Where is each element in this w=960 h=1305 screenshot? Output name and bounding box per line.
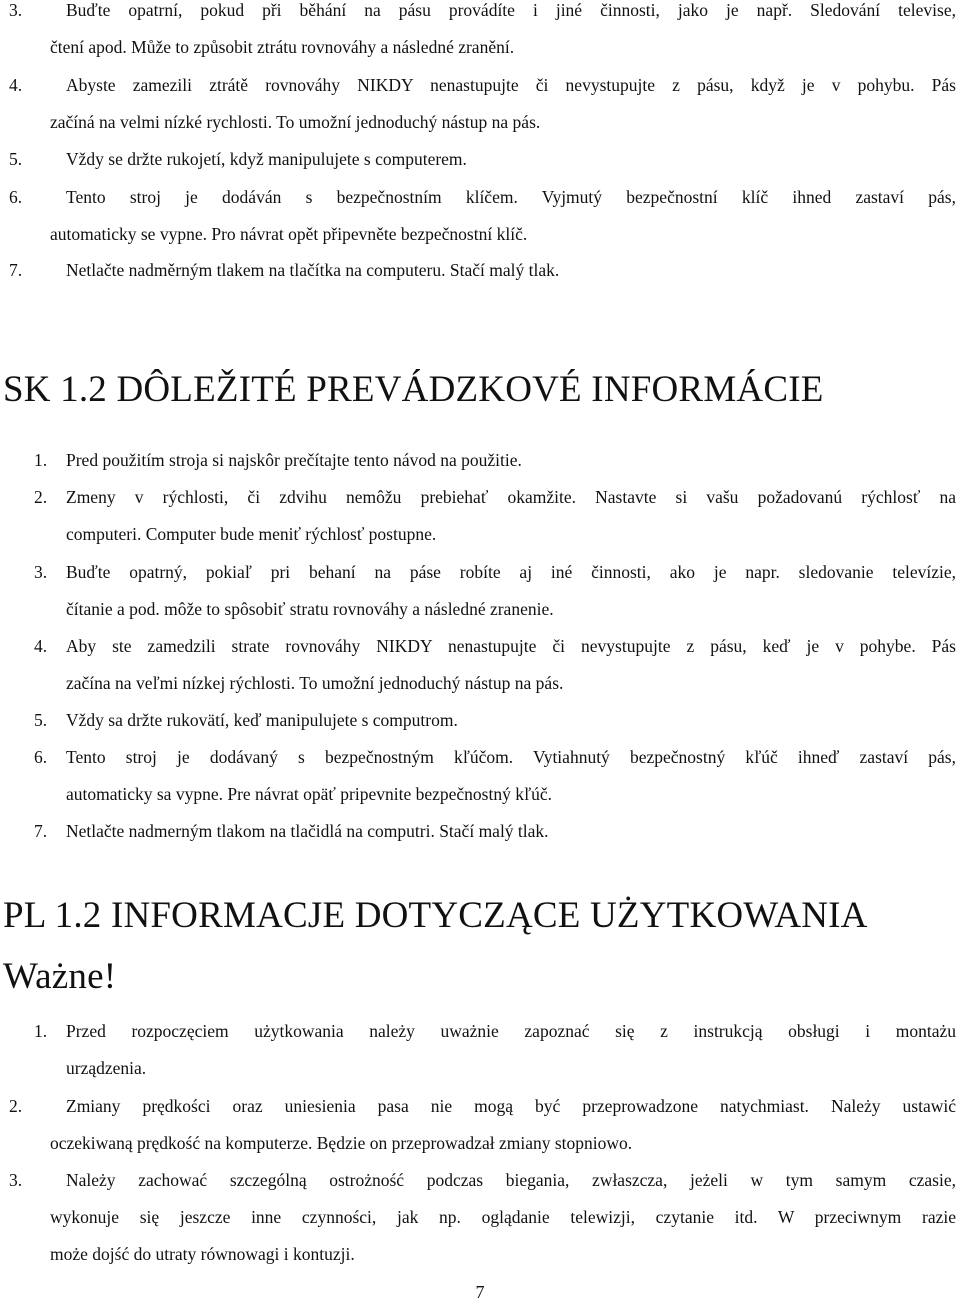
item-line: Przed rozpoczęciem użytkowania należy uważnie zapoznać się z instrukcją obsługi i montażu [66, 1021, 956, 1041]
item-number: 7. [34, 821, 48, 841]
item-number: 4. [34, 636, 48, 656]
item-number: 2. [9, 1096, 23, 1116]
item-number: 4. [9, 75, 23, 95]
pl-subheading: Ważne! [3, 956, 117, 997]
item-line: computeri. Computer bude meniť rýchlosť postupne. [66, 524, 437, 544]
item-line: Netlačte nadměrným tlakem na tlačítka na computeru. Stačí malý tlak. [66, 260, 560, 280]
item-line: Należy zachować szczególną ostrożność podczas biegania, zwłaszcza, jeżeli w tym samym czasie, [66, 1170, 956, 1190]
item-line: Vždy sa držte rukovätí, keď manipulujete s computrom. [66, 710, 458, 730]
item-number: 5. [34, 710, 48, 730]
item-line: Zmeny v rýchlosti, či zdvihu nemôžu prebiehať okamžite. Nastavte si vašu požadovanú rýchlosť na [66, 487, 956, 507]
item-number: 6. [9, 187, 23, 207]
item-line: wykonuje się jeszcze inne czynności, jak np. oglądanie telewizji, czytanie itd. W przeciwnym razie [50, 1207, 956, 1227]
page-number: 7 [475, 1282, 485, 1302]
item-number: 3. [9, 0, 23, 20]
item-line: oczekiwaną prędkość na komputerze. Będzie on przeprowadzał zmiany stopniowo. [50, 1133, 633, 1153]
item-line: čtení apod. Může to způsobit ztrátu rovnováhy a následné zranění. [50, 37, 515, 57]
item-line: może dojść do utraty równowagi i kontuzji. [50, 1244, 355, 1264]
item-line: Abyste zamezili ztrátě rovnováhy NIKDY nenastupujte či nevystupujte z pásu, když je v pohybu. Pás [66, 75, 956, 95]
item-number: 1. [34, 450, 48, 470]
item-line: Tento stroj je dodávaný s bezpečnostným kľúčom. Vytiahnutý bezpečnostný kľúč ihneď zastaví pás, [66, 747, 956, 767]
item-line: Netlačte nadmerným tlakom na tlačidlá na computri. Stačí malý tlak. [66, 821, 549, 841]
item-number: 6. [34, 747, 48, 767]
item-line: čítanie a pod. môže to spôsobiť stratu rovnováhy a následné zranenie. [66, 599, 554, 619]
item-line: začíná na velmi nízké rychlosti. To umožní jednoduchý nástup na pás. [50, 112, 541, 132]
item-line: Buďte opatrný, pokiaľ pri behaní na páse robíte aj iné činnosti, ako je napr. sledovanie televízie, [66, 562, 956, 582]
item-line: Vždy se držte rukojetí, když manipulujete s computerem. [66, 149, 467, 169]
item-line: Zmiany prędkości oraz uniesienia pasa nie mogą być przeprowadzone natychmiast. Należy ustawić [66, 1096, 956, 1116]
pl-section-heading: PL 1.2 INFORMACJE DOTYCZĄCE UŻYTKOWANIA [3, 895, 868, 936]
item-number: 3. [9, 1170, 23, 1190]
item-line: Buďte opatrní, pokud při běhání na pásu provádíte i jiné činnosti, jako je např. Sledování televise, [66, 0, 956, 20]
item-line: Aby ste zamedzili strate rovnováhy NIKDY nenastupujte či nevystupujte z pásu, keď je v pohybe. Pás [66, 636, 956, 656]
item-number: 5. [9, 149, 23, 169]
item-number: 7. [9, 260, 23, 280]
item-line: Tento stroj je dodáván s bezpečnostním klíčem. Vyjmutý bezpečnostní klíč ihned zastaví pás, [66, 187, 956, 207]
item-line: urządzenia. [66, 1058, 147, 1078]
item-number: 1. [34, 1021, 48, 1041]
item-line: Pred použitím stroja si najskôr prečítajte tento návod na použitie. [66, 450, 522, 470]
item-line: automaticky sa vypne. Pre návrat opäť pripevnite bezpečnostný kľúč. [66, 784, 552, 804]
item-number: 3. [34, 562, 48, 582]
item-line: automaticky se vypne. Pro návrat opět připevněte bezpečnostní klíč. [50, 224, 528, 244]
item-line: začína na veľmi nízkej rýchlosti. To umožní jednoduchý nástup na pás. [66, 673, 564, 693]
item-number: 2. [34, 487, 48, 507]
sk-section-heading: SK 1.2 DÔLEŽITÉ PREVÁDZKOVÉ INFORMÁCIE [3, 369, 824, 410]
